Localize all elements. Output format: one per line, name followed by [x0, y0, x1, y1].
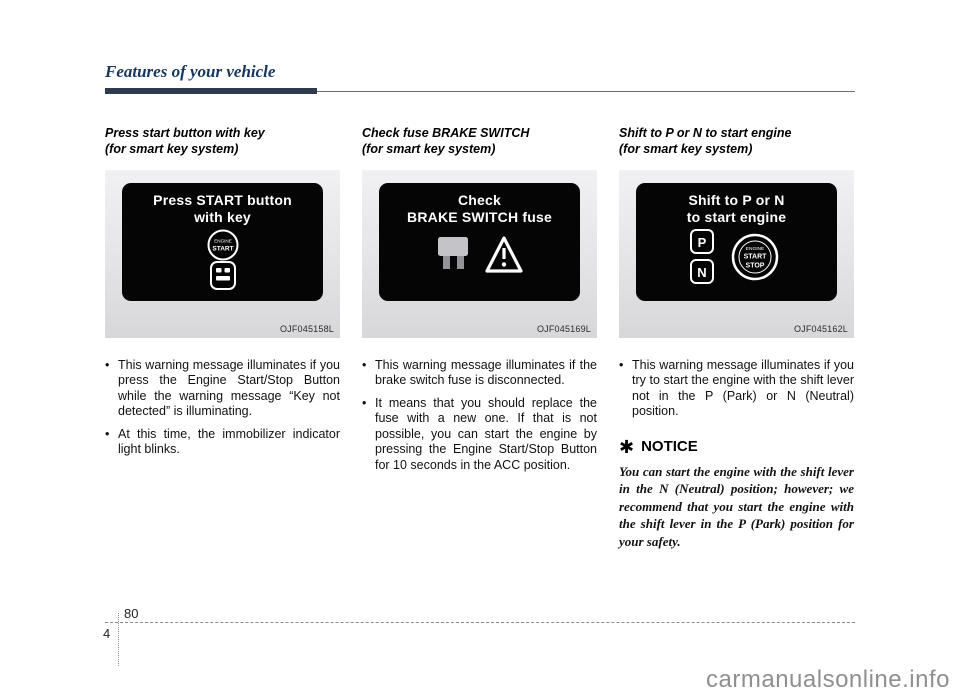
lcd-screen [379, 183, 580, 301]
engine-label: ENGINE [213, 238, 232, 243]
section-title-line2: (for smart key system) [105, 142, 239, 157]
gear-p-label: P [697, 234, 706, 250]
page-title: Features of your vehicle [105, 62, 276, 81]
footer-tick [118, 613, 119, 666]
figure-code: OJF045169L [536, 323, 591, 334]
fuse-and-warning-icons [430, 233, 530, 279]
notice-title: NOTICE [641, 438, 698, 455]
column-check-fuse [362, 125, 597, 550]
column-press-start-button [105, 125, 340, 550]
notice-star-icon: ✱ [619, 436, 635, 457]
gear-p-badge [691, 230, 713, 253]
gear-n-label: N [696, 264, 707, 280]
notice-body: You can start the engine with the shift lever in the N (Neutral) position; however; we recommend that you start the engine with the shift lever in the P (Park) position for your safety. [619, 463, 854, 549]
page-content [105, 62, 855, 550]
stop-label: STOP [745, 262, 764, 269]
lcd-screen [636, 183, 837, 301]
section-title [105, 125, 340, 158]
fuse-icon [438, 237, 468, 269]
screen-text-line2: BRAKE SWITCH fuse [407, 208, 552, 225]
columns [105, 125, 855, 550]
section-title-line1: Check fuse BRAKE SWITCH [362, 126, 530, 140]
section-title [362, 125, 597, 158]
section-title-line2: (for smart key system) [619, 142, 753, 157]
screen-text-line1: Press START button [153, 191, 292, 208]
bullet-list [619, 358, 854, 420]
bullet-item: • At this time, the immobilizer indicator light blinks. [105, 427, 340, 458]
screen-text-line2: with key [194, 208, 251, 225]
bullet-item: • This warning message illuminates if you try to start the engine with the shift lever not in the P (Park) or N (Neutral) position. [619, 358, 854, 420]
notice-heading [619, 438, 854, 456]
section-title [619, 125, 854, 158]
chapter-number: 4 [103, 626, 111, 641]
page-number: 80 [124, 606, 139, 621]
engine-start-stop-button-icon [733, 235, 777, 279]
start-label: START [211, 245, 234, 252]
column-shift-to-p-or-n [619, 125, 854, 550]
watermark: carmanualsonline.info [706, 666, 950, 693]
section-title-line2: (for smart key system) [362, 142, 496, 157]
gear-n-badge [691, 260, 713, 283]
bullet-item: • This warning message illuminates if the brake switch fuse is disconnected. [362, 358, 597, 389]
bullet-list [362, 358, 597, 474]
header-rule [105, 87, 855, 95]
figure-code: OJF045162L [793, 323, 848, 334]
key-fob-icon [211, 262, 235, 289]
figure-code: OJF045158L [279, 323, 334, 334]
engine-label: ENGINE [745, 246, 764, 252]
bullet-item: • It means that you should replace the fuse with a new one. If that is not possible, you can start the engine by pressing the Engine Start/Stop Button for 10 seconds in the ACC position. [362, 396, 597, 474]
start-label: START [743, 253, 766, 260]
gear-and-start-stop-icons [685, 229, 789, 287]
screen-text-line1: Check [457, 191, 502, 208]
lcd-screen [122, 183, 323, 301]
screen-text-line1: Shift to P or N [688, 191, 785, 208]
bullet-item: • This warning message illuminates if you press the Engine Start/Stop Button while the warning message “Key not detected” is illuminating. [105, 358, 340, 420]
header-rule-thick [105, 88, 317, 94]
figure-press-start [105, 170, 340, 338]
figure-shift-to-p-n [619, 170, 854, 338]
section-title-line1: Press start button with key [105, 126, 265, 140]
section-title-line1: Shift to P or N to start engine [619, 126, 792, 140]
footer-divider [105, 622, 855, 623]
bullet-list [105, 358, 340, 458]
figure-check-fuse [362, 170, 597, 338]
screen-text-line2: to start engine [686, 208, 787, 225]
engine-start-with-key-icon [199, 229, 247, 291]
warning-triangle-icon [487, 238, 521, 271]
